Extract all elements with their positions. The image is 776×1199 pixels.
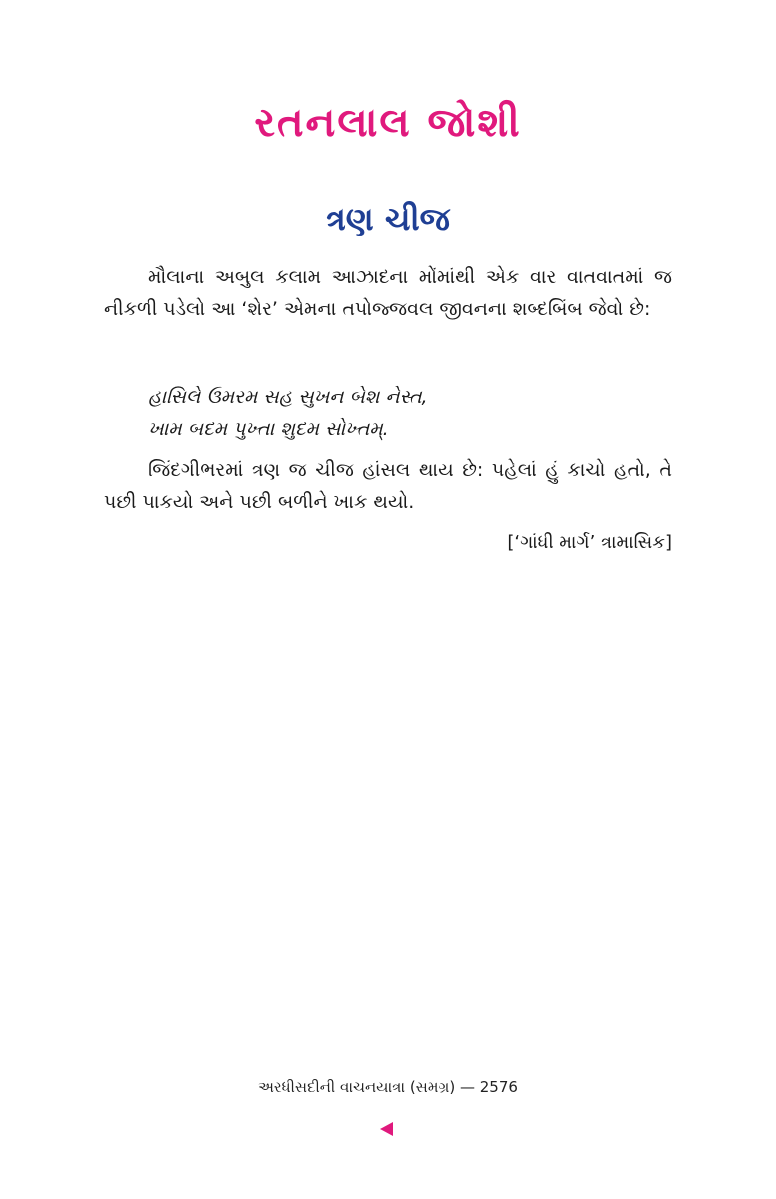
- intro-paragraph: મૌલાના અબુલ કલામ આઝાદના મોંમાંથી એક વાર વાતવાતમાં જ નીકળી પડેલો આ ‘શેર’ એમના તપોજ્જવલ જીવનના શબ્દબિંબ જેવો છે:: [104, 266, 672, 320]
- verse-line-1: હાસિલે ઉમરમ સહ સુખન બેશ નેસ્ત,: [148, 386, 428, 408]
- previous-page-triangle-left-icon[interactable]: [380, 1122, 393, 1136]
- translation-paragraph: જિંદગીભરમાં ત્રણ જ ચીજ હાંસલ થાય છે: પહેલાં હું કાચો હતો, તે પછી પાકયો અને પછી બળીને ખાક થયો.: [104, 459, 672, 513]
- article-title: ત્રણ ચીજ: [326, 200, 450, 238]
- source-citation: [‘ગાંધી માર્ગ’ ત્રામાસિક]: [507, 532, 672, 553]
- author-name: રતનલાલ જોશી: [254, 100, 522, 146]
- verse-line-2: ખામ બદમ પુખ્તા શુદમ સોખ્તમ્.: [148, 418, 389, 440]
- page-footer: અરધીસદીની વાચનયાત્રા (સમગ્ર) — 2576: [258, 1078, 518, 1096]
